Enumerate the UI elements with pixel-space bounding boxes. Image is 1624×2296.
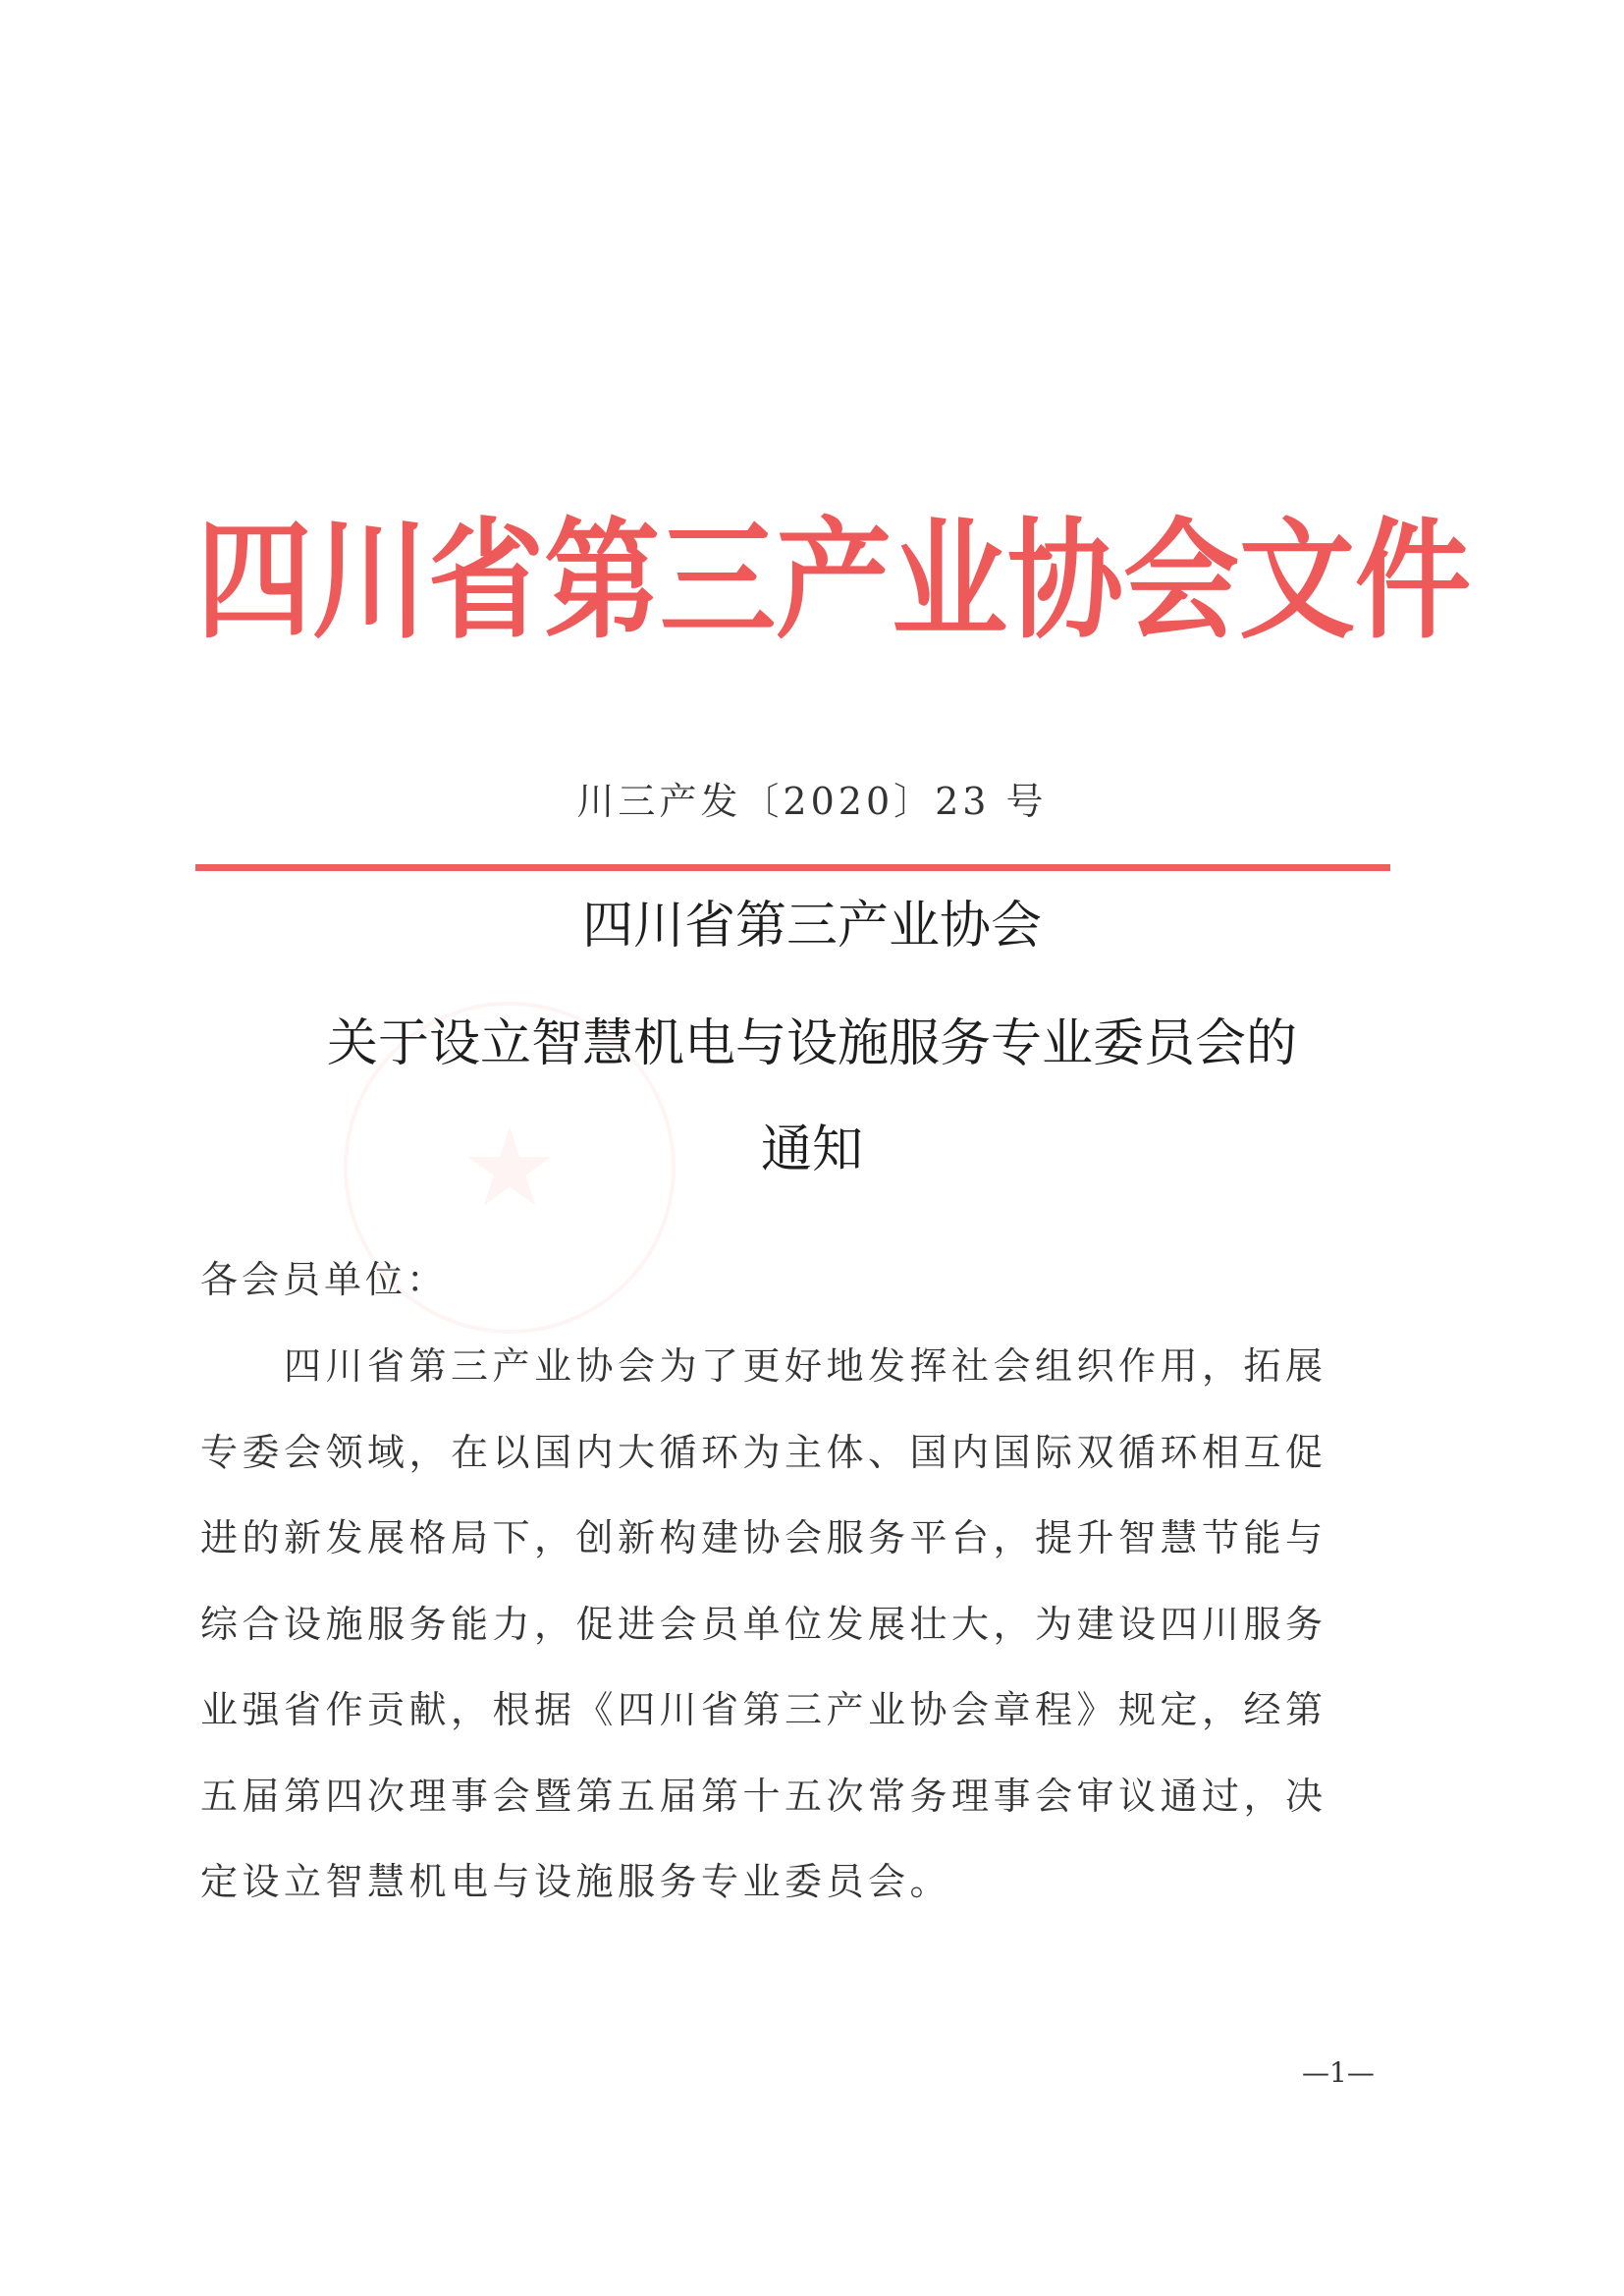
star-icon: ★ (460, 1105, 559, 1230)
red-title-char: 协 (1007, 503, 1124, 657)
notice-title-line-1: 四川省第三产业协会 (581, 897, 1042, 956)
red-divider-rule (195, 864, 1390, 871)
notice-title-line-2: 关于设立智慧机电与设施服务专业委员会的 (326, 1014, 1297, 1073)
body-line: 定设立智慧机电与设施服务专业委员会。 (200, 1860, 952, 1903)
body-line: 五届第四次理事会暨第五届第十五次常务理事会审议通过，决 (200, 1774, 1327, 1818)
red-title-char: 省 (428, 503, 545, 657)
notice-title-line-3: 通知 (760, 1121, 863, 1179)
red-title-char: 件 (1355, 503, 1472, 657)
body-line: 四川省第三产业协会为了更好地发挥社会组织作用，拓展 (200, 1344, 1327, 1388)
salutation: 各会员单位： (200, 1258, 449, 1301)
red-title-char: 文 (1239, 503, 1356, 657)
body-line: 专委会领域，在以国内大循环为主体、国内国际双循环相互促 (200, 1430, 1327, 1474)
red-title-char: 第 (544, 503, 661, 657)
red-title-char: 产 (776, 503, 893, 657)
body-line: 进的新发展格局下，创新构建协会服务平台，提升智慧节能与 (200, 1516, 1327, 1559)
document-number: 川三产发〔2020〕23 号 (576, 780, 1048, 823)
body-line: 综合设施服务能力，促进会员单位发展壮大，为建设四川服务 (200, 1602, 1327, 1646)
page-number: —1— (1302, 2056, 1375, 2089)
issuer-red-title (196, 487, 1472, 657)
body-line: 业强省作贡献，根据《四川省第三产业协会章程》规定，经第 (200, 1688, 1327, 1731)
red-title-char: 川 (312, 503, 429, 657)
red-title-char: 三 (660, 503, 777, 657)
red-title-char: 四 (196, 503, 313, 657)
red-title-char: 业 (892, 503, 1008, 657)
red-title-char: 会 (1123, 503, 1240, 657)
body-paragraph (200, 1324, 1375, 1926)
